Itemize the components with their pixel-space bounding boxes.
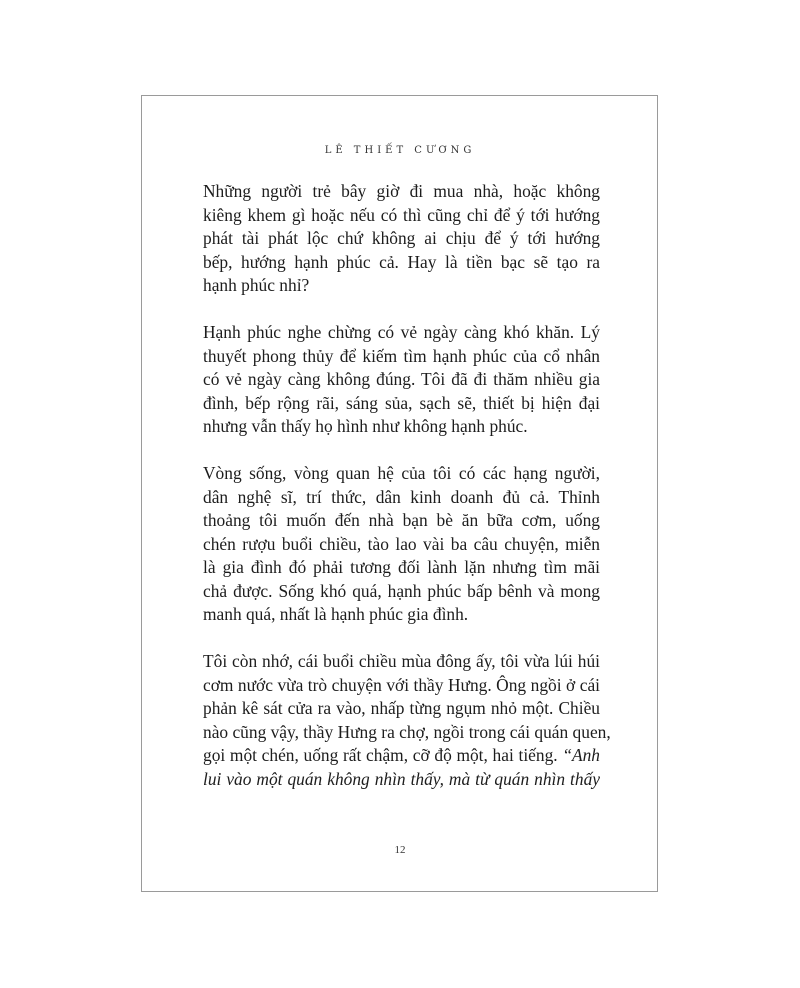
text-line: hạnh phúc nhỉ? (203, 275, 310, 295)
paragraph (203, 650, 611, 791)
page-number: 12 (394, 844, 406, 856)
text-line: nào cũng vậy, thầy Hưng ra chợ, ngồi trong cái quán quen, (203, 721, 611, 742)
text-line: dân nghệ sĩ, trí thức, dân kinh doanh đủ cả. Thỉnh (203, 486, 600, 507)
text-line: Tôi còn nhớ, cái buổi chiều mùa đông ấy, tôi vừa lúi húi (203, 651, 600, 671)
text-line: thuyết phong thủy để kiếm tìm hạnh phúc của cổ nhân (203, 345, 600, 366)
text-line: bếp, hướng hạnh phúc cả. Hay là tiền bạc sẽ tạo ra (203, 251, 600, 272)
text-line: thoảng tôi muốn đến nhà bạn bè ăn bữa cơm, uống (203, 510, 600, 530)
italic-quote-line: lui vào một quán không nhìn thấy, mà từ quán nhìn thấy (203, 768, 600, 789)
text-line: phản kê sát cửa ra vào, nhấp từng ngụm nhỏ một. Chiều (203, 698, 600, 718)
text-line: đình, bếp rộng rãi, sáng sủa, sạch sẽ, thiết bị hiện đại (203, 392, 600, 413)
running-header: LÊ THIẾT CƯƠNG (324, 145, 476, 156)
text-line: chả được. Sống khó quá, hạnh phúc bấp bênh và mong (203, 580, 600, 601)
paragraph (203, 462, 600, 627)
text-line: Hạnh phúc nghe chừng có vẻ ngày càng khó khăn. Lý (203, 322, 600, 342)
body-text (203, 180, 611, 815)
text-line: Những người trẻ bây giờ đi mua nhà, hoặc không (203, 181, 600, 201)
paragraph (203, 321, 600, 439)
text-line: Vòng sống, vòng quan hệ của tôi có các hạng người, (203, 463, 600, 483)
text-line: cơm nước vừa trò chuyện với thầy Hưng. Ông ngồi ở cái (203, 674, 600, 695)
text-line (203, 744, 600, 768)
italic-quote-start: “Anh (562, 745, 600, 765)
text-line: kiêng khem gì hoặc nếu có thì cũng chỉ để ý tới hướng (203, 204, 600, 225)
paragraph (203, 180, 600, 298)
text-line: nhưng vẫn thấy họ hình như không hạnh phúc. (203, 416, 528, 436)
text-segment: gọi một chén, uống rất chậm, cỡ độ một, hai tiếng. (203, 745, 563, 765)
text-line: manh quá, nhất là hạnh phúc gia đình. (203, 604, 469, 624)
text-line: có vẻ ngày càng không đúng. Tôi đã đi thăm nhiều gia (203, 369, 600, 389)
text-line: là gia đình đó phải tương đối lành lặn nhưng tìm mãi (203, 557, 600, 577)
text-line: phát tài phát lộc chứ không ai chịu để ý tới hướng (203, 228, 600, 248)
text-line: chén rượu buổi chiều, tào lao vài ba câu chuyện, miễn (203, 533, 600, 554)
